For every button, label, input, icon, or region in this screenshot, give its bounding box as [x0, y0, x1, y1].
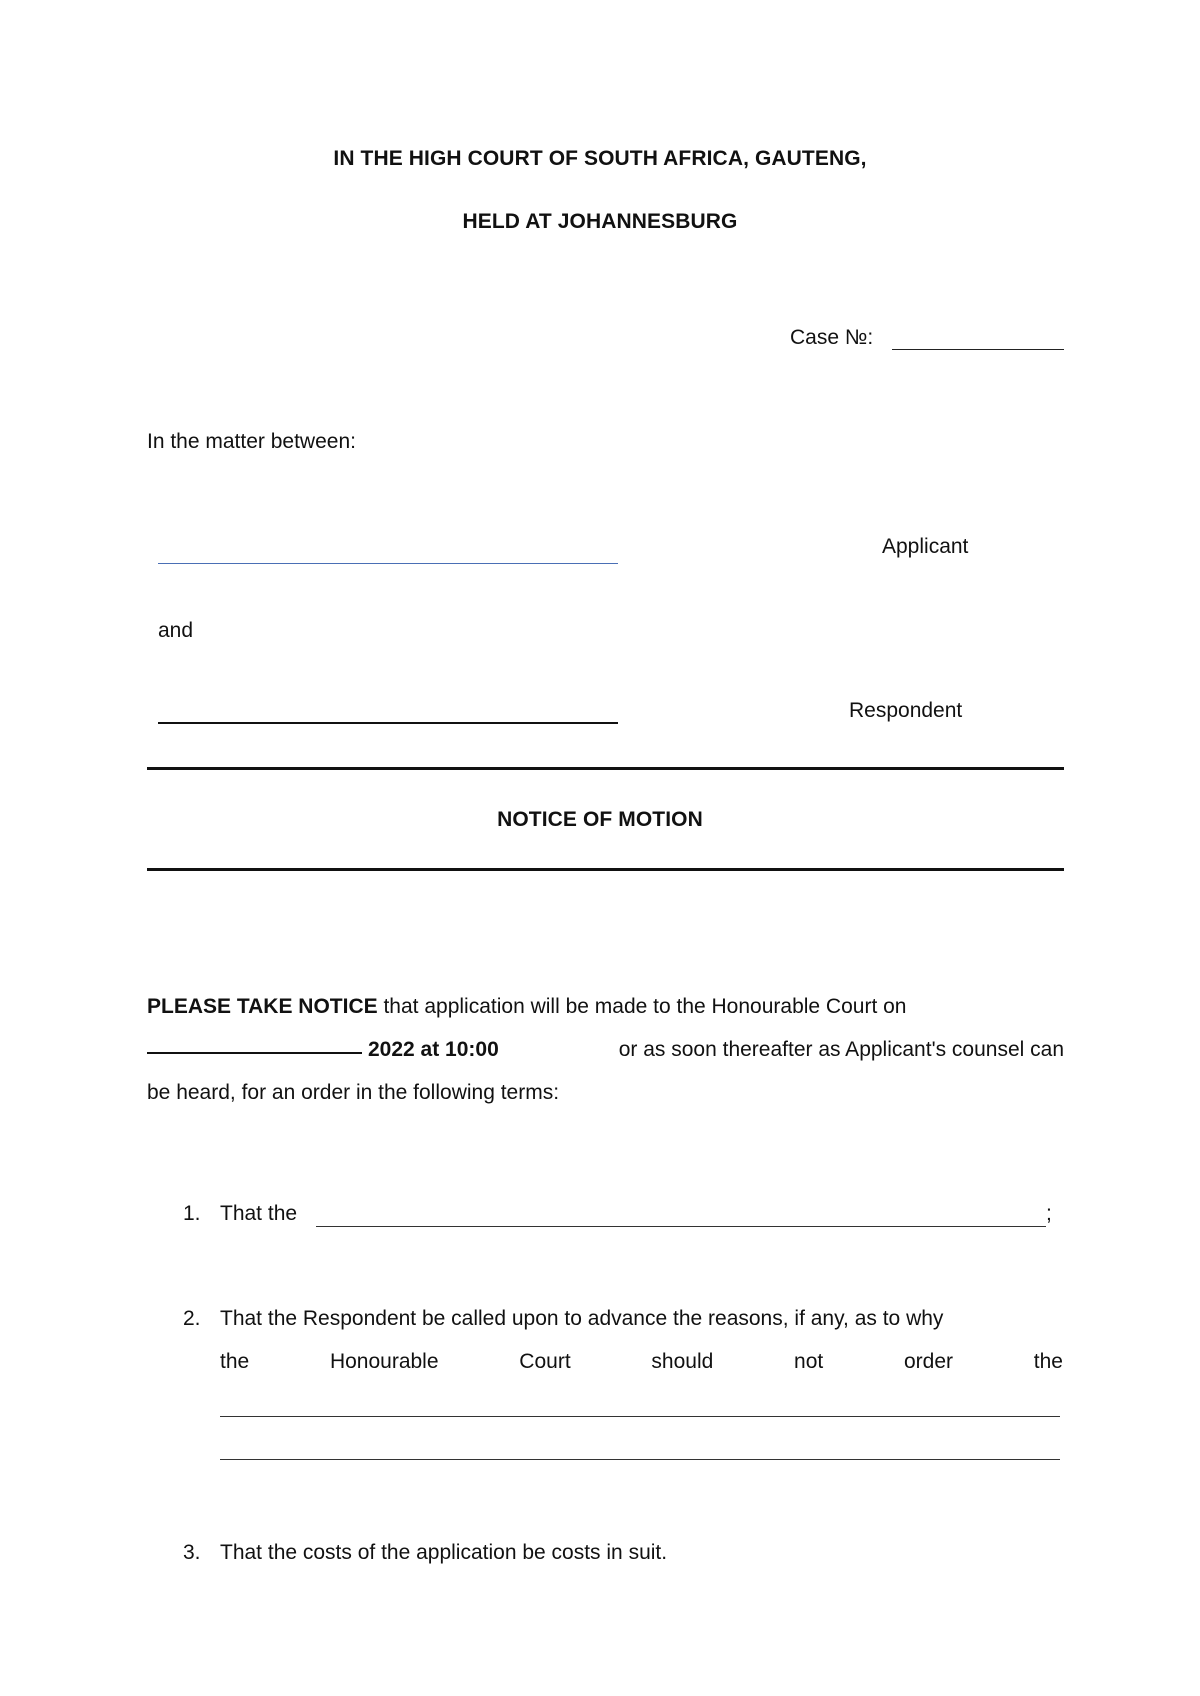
court-name-line: IN THE HIGH COURT OF SOUTH AFRICA, GAUTENG,: [333, 147, 867, 170]
notice-line-1: [147, 985, 1064, 1028]
notice-line-3: be heard, for an order in the following terms:: [147, 1081, 560, 1104]
applicant-name-blank: [158, 563, 618, 564]
applicant-label: Applicant: [882, 535, 969, 558]
order-1-blank: [316, 1226, 1046, 1227]
order-1-end: ;: [1046, 1202, 1052, 1225]
hearing-date-blank: [147, 1052, 362, 1054]
hearing-date-time: 2022 at 10:00: [368, 1038, 499, 1061]
court-location-line: HELD AT JOHANNESBURG: [462, 210, 738, 233]
respondent-label: Respondent: [849, 699, 963, 722]
case-number-text: Case №:: [790, 326, 874, 349]
order-2-line-2: [220, 1350, 1063, 1374]
order-2-blank-2: [220, 1459, 1060, 1460]
order-2-number: 2.: [183, 1307, 201, 1330]
document-title: NOTICE OF MOTION: [497, 808, 703, 831]
order-2-text: That the Respondent be called upon to advance the reasons, if any, as to why: [220, 1307, 944, 1330]
order-2-blank-1: [220, 1416, 1060, 1417]
case-number-label: [790, 326, 873, 350]
notice-line-1-rest: that application will be made to the Honourable Court on: [377, 995, 907, 1018]
order-2-word: order: [904, 1350, 954, 1373]
order-2-word: the: [220, 1350, 250, 1373]
order-3-text: That the costs of the application be costs in suit.: [220, 1541, 668, 1564]
please-take-notice: PLEASE TAKE NOTICE: [147, 995, 378, 1018]
order-2-word: should: [651, 1350, 714, 1373]
order-2-word: Court: [519, 1350, 571, 1373]
matter-between-text: In the matter between:: [147, 430, 356, 453]
title-rule-top: [147, 767, 1064, 770]
notice-line-2-rest: or as soon thereafter as Applicant's counsel can: [618, 1038, 1064, 1061]
notice-paragraph: [147, 985, 1064, 1114]
and-connector: and: [158, 619, 194, 642]
notice-line-2: [147, 1028, 1064, 1071]
case-number-blank: [892, 349, 1064, 350]
order-2-word: the: [1033, 1350, 1063, 1373]
order-1-number: 1.: [183, 1202, 201, 1225]
order-2-word: Honourable: [329, 1350, 439, 1373]
title-rule-bottom: [147, 868, 1064, 871]
order-3-number: 3.: [183, 1541, 201, 1564]
respondent-name-blank: [158, 722, 618, 724]
order-1-text: That the: [220, 1202, 298, 1225]
order-2-word: not: [794, 1350, 824, 1373]
